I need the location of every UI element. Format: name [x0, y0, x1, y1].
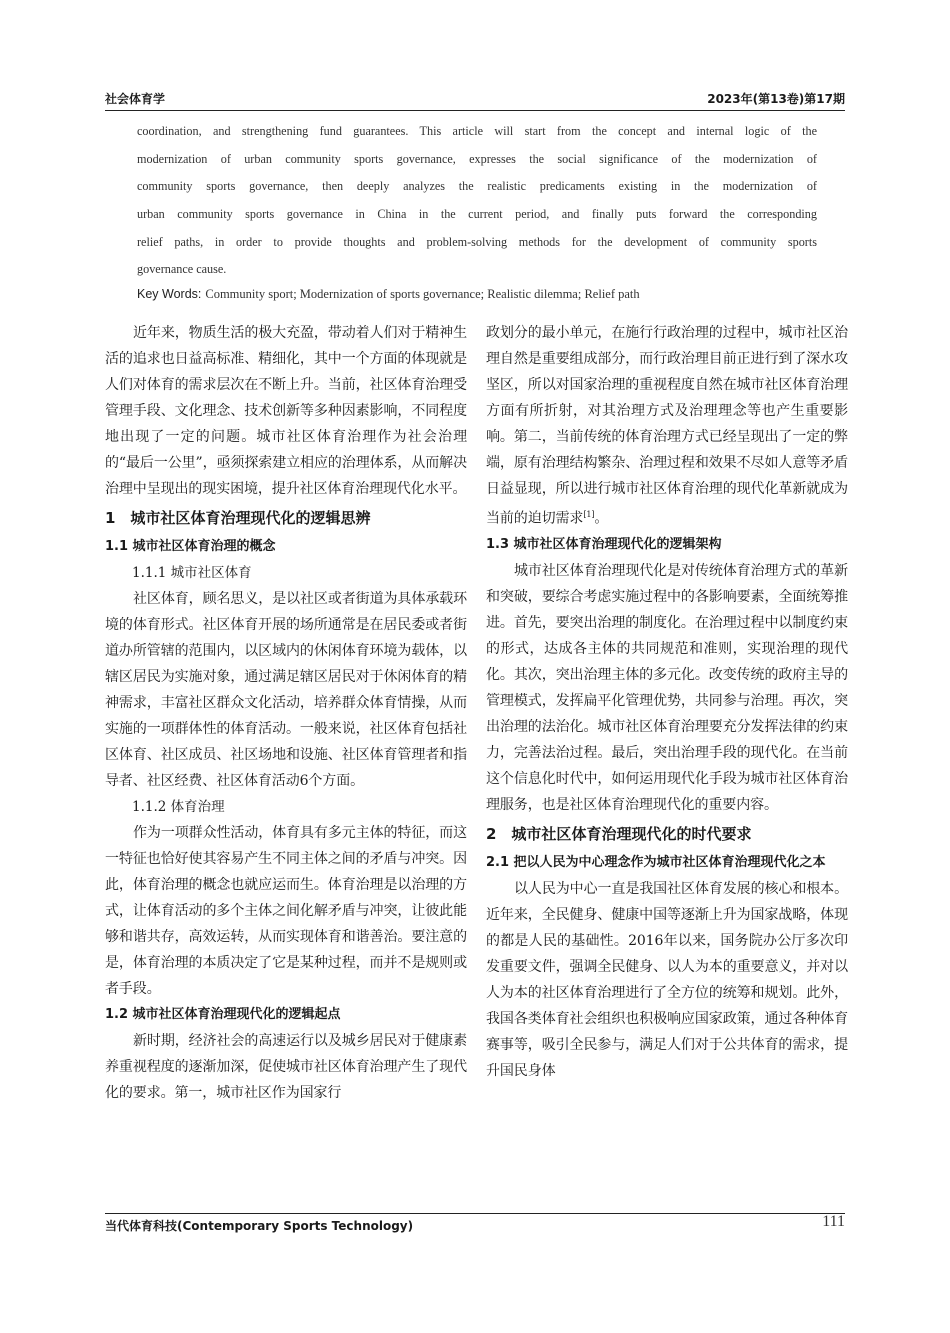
section-heading-1-1-1: 1.1.1 城市社区体育 — [132, 565, 252, 581]
paragraph-logical-framework: 城市社区体育治理现代化是对传统体育治理方式的革新和突破，要综合考虑实施过程中的各影响要素，全面统筹推进。首先，要突出治理的制度化。在治理过程中以制度约束的形式，达成各主体的共同规范和准则，实现治理的现代化。其次，突出治理主体的多元化。改变传统的政府主导的管理模式，发挥扁平化管理优势，共同参与治理。再次，突出治理的法治化。城市社区体育治理要充分发挥法律的约束力，完善法治过程。最后，突出治理手段的现代化。在当前这个信息化时代中，如何运用现代化手段为城市社区体育治理服务，也是社区体育治理现代化的重要内容。 — [486, 562, 848, 813]
section-heading-1-3: 1.3 城市社区体育治理现代化的逻辑架构 — [486, 536, 722, 552]
section-heading-1: 1 城市社区体育治理现代化的逻辑思辨 — [105, 509, 371, 527]
intro-paragraph: 近年来，物质生活的极大充盈，带动着人们对于精神生活的追求也日益高标准、精细化，其中一个方面的体现就是人们对体育的需求层次在不断上升。当前，社区体育治理受管理手段、文化理念、技术创新等多种因素影响，不同程度地出现了一定的问题。城市社区体育治理作为社会治理的“最后一公里”，亟须探索建立相应的治理体系，从而解决治理中呈现出的现实困境，提升社区体育治理现代化水平。 — [105, 325, 467, 497]
paragraph-continued-text: 政划分的最小单元，在施行行政治理的过程中，城市社区治理自然是重要组成部分，而行政治理目前正进行到了深水攻坚区，所以对国家治理的重视程度自然在城市社区体育治理方面有所折射，对其治理方式及治理理念等也产生重要影响。第二，当前传统的体育治理方式已经呈现出了一定的弊端，原有治理结构繁杂、治理过程和效果不尽如人意等矛盾日益显现，所以进行城市社区体育治理的现代化革新就成为当前的迫切需求 — [486, 325, 848, 527]
paragraph-community-sports: 社区体育，顾名思义，是以社区或者街道为具体承载环境的体育形式。社区体育开展的场所通常是在居民委或者街道办所管辖的范围内，以区域内的休闲体育环境为载体，以辖区居民为实施对象，通过满足辖区居民对于休闲体育的精神需求，丰富社区群众文化活动，培养群众体育情操，从而实施的一项群体性的体育活动。一般来说，社区体育包括社区体育、社区成员、社区场地和设施、社区体育管理者和指导者、社区经费、社区体育活动6个方面。 — [105, 591, 467, 789]
section-heading-1-1: 1.1 城市社区体育治理的概念 — [105, 539, 276, 554]
section-heading-2: 2 城市社区体育治理现代化的时代要求 — [486, 824, 752, 843]
citation-ref[interactable]: [1] — [583, 510, 595, 519]
paragraph-people-centered: 以人民为中心一直是我国社区体育发展的核心和根本。近年来，全民健身、健康中国等逐渐上升为国家战略，体现的都是人民的基础性。2016年以来，国务院办公厅多次印发重要文件，强调全民健身、以人为本的重要意义，并对以人为本的社区体育治理进行了全方位的统筹和规划。此外，我国各类体育社会组织也积极响应国家政策，通过各种体育赛事等，吸引全民参与，满足人们对于公共体育的需求，提升国民身体 — [486, 880, 848, 1079]
header-rule — [105, 110, 845, 111]
abstract-line: urban community sports governance in China in the current period, and finally puts forward the corresponding — [137, 207, 817, 222]
footer-rule — [105, 1213, 845, 1214]
footer-journal: 当代体育科技(Contemporary Sports Technology) — [105, 1219, 414, 1233]
right-column — [486, 320, 848, 1084]
paragraph-end-mark: 。 — [594, 510, 609, 527]
section-heading-2-1: 2.1 把以人民为中心理念作为城市社区体育治理现代化之本 — [486, 854, 826, 870]
paragraph-continued — [486, 320, 848, 532]
section-heading-1-2: 1.2 城市社区体育治理现代化的逻辑起点 — [105, 1007, 341, 1022]
abstract-line: community sports governance, then deeply analyzes the realistic predicaments existing in the modernization of — [137, 179, 817, 194]
abstract-line: modernization of urban community sports governance, expresses the social significance of the modernization of — [137, 151, 817, 166]
keywords — [137, 286, 640, 302]
running-header-issue: 2023年(第13卷)第17期 — [707, 92, 845, 106]
abstract-continuation — [137, 118, 817, 284]
keywords-label: Key Words: — [137, 287, 202, 301]
left-column — [105, 320, 467, 1106]
abstract-line: coordination, and strengthening fund guarantees. This article will start from the concept and internal logic of the — [137, 124, 817, 138]
abstract-line: governance cause. — [137, 262, 227, 277]
section-heading-1-1-2: 1.1.2 体育治理 — [132, 799, 225, 815]
page-number: 111 — [822, 1213, 845, 1230]
abstract-line: relief paths, in order to provide thoughts and problem-solving methods for the development of community sports — [137, 234, 817, 249]
paragraph-logical-starting-point: 新时期，经济社会的高速运行以及城乡居民对于健康素养重视程度的逐渐加深，促使城市社区体育治理产生了现代化的要求。第一，城市社区作为国家行 — [105, 1033, 467, 1101]
paragraph-sports-governance: 作为一项群众性活动，体育具有多元主体的特征，而这一特征也恰好使其容易产生不同主体之间的矛盾与冲突。因此，体育治理的概念也就应运而生。体育治理是以治理的方式，让体育活动的多个主体之间化解矛盾与冲突，让彼此能够和谐共存，高效运转，从而实现体育和谐善治。要注意的是，体育治理的本质决定了它是某种过程，而并不是规则或者手段。 — [105, 825, 467, 997]
running-header-journal: 社会体育学 — [105, 92, 166, 106]
keywords-text: Community sport; Modernization of sports governance; Realistic dilemma; Relief path — [205, 287, 640, 301]
